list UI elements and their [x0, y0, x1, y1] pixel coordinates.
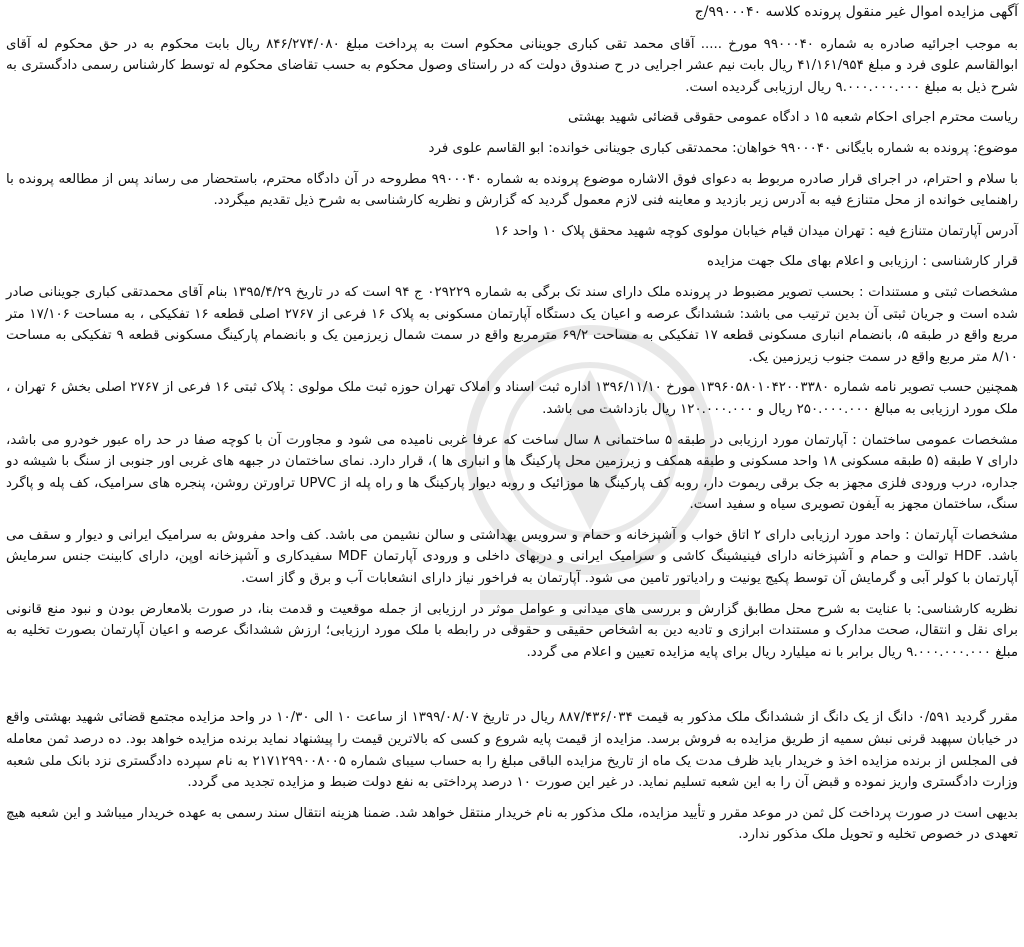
paragraph-building-specs: مشخصات عمومی ساختمان : آپارتمان مورد ارزیابی در طبقه ۵ ساختمانی ۸ سال ساخت که عرفا غربی نامیده می شود و مجاورت آن با کوچه صفا در حد راه عبور خودرو می باشد، دارای ۷ طبقه (۵ طبقه مسکونی ۱۸ واحد مسکونی و طبقه همکف و زیرزمین محل پارکینگ ها و انباری ها )، قرار دارد. نمای ساختمان در جبهه های غربی اور جنوبی از سنگ با شیشه دو جداره، درب ورودی فلزی مجهز به جک برقی ریموت دار، روبه کف پارکینگ ها موزائیک و روبه دیوار پارکینگ ها و راه پله از UPVC تراورتن روشن، پنجره های سرامیک، کف پله و پاگرد سنگ، ساختمان مجهز به آیفون تصویری سیاه و سفید است. [6, 432, 1019, 513]
paragraph-registration-details: مشخصات ثبتی و مستندات : بحسب تصویر مضبوط در پرونده ملک دارای سند تک برگی به شماره ۰۲۹۲۲۹ ج ۹۴ است که در تاریخ ۱۳۹۵/۴/۲۹ بنام آقای محمدتقی کباری جوینانی صادر شده است و جریان ثبتی آن بدین ترتیب می باشد: ششدانگ عرصه و اعیان یک دستگاه آپارتمان مسکونی به پلاک ۱۶ فرعی از ۲۷۶۷ اصلی قطعه ۱۶ تفکیکی ، به مساحت ۱۷/۱۰۶ متر مربع واقع در طبقه ۵، بانضمام انباری مسکونی قطعه ۱۷ تفکیکی به مساحت ۶۹/۲ مترمربع واقع در سمت شمال زیرزمین یک و بانضمام پارکینگ مسکونی قطعه ۹ تفکیکی به مساحت ۸/۱۰ متر مربع واقع در سمت جنوب زیرزمین یک. [6, 284, 1018, 365]
paragraph-expert-order: قرار کارشناسی : ارزیابی و اعلام بهای ملک جهت مزایده [707, 254, 1018, 270]
paragraph-subject: موضوع: پرونده به شماره بایگانی ۹۹۰۰۰۴۰ خواهان: محمدتقی کباری جوینانی خوانده: ابو القاسم علوی فرد [428, 140, 1018, 156]
paragraph-address: آدرس آپارتمان متنازع فیه : تهران میدان قیام خیابان مولوی کوچه شهید محقق پلاک ۱۰ واحد ۱۶ [494, 223, 1018, 239]
paragraph-transfer-terms: بدیهی است در صورت پرداخت کل ثمن در موعد مقرر و تأیید مزایده، ملک مذکور به نام خریدار منتقل خواهد شد. ضمنا هزینه انتقال سند رسمی به عهده خریدار میباشد و این شعبه هیچ تعهدی در خصوص تخلیه و تحویل ملک مذکور ندارد. [6, 805, 1018, 843]
paragraph-apartment-specs: مشخصات آپارتمان : واحد مورد ارزیابی دارای ۲ اتاق خواب و آشپزخانه و حمام و سرویس بهداشتی و سالن نشیمن می باشد. کف واحد مفروش به سرامیک ایرانی و دیوار و سقف می باشد. HDF توالت و حمام و آشپزخانه دارای فینیشینگ کاشی و سرامیک ایرانی و دربهای داخلی و ورودی آپارتمان MDF سفیدکاری و آشپزخانه اوپن، دارای کابینت جنس سرمایش آپارتمان با کولر آبی و گرمایش آن توسط پکیج یونیت و رادیاتور تامین می شود. آپارتمان به فراخور نیاز دارای انشعابات آب و برق و گاز است. [6, 527, 1018, 587]
notice-title: آگهی مزایده اموال غیر منقول پرونده کلاسه ۹۹۰۰۰۴۰/ج [694, 4, 1018, 20]
paragraph-auction-terms: مقرر گردید ۰/۵۹۱ دانگ از یک دانگ از ششدانگ ملک مذکور به قیمت ۸۸۷/۴۳۶/۰۳۴ ریال در تاریخ ۱۳۹۹/۰۸/۰۷ از ساعت ۱۰ الی ۱۰/۳۰ در واحد مزایده مجتمع قضائی شهید بهشتی واقع در خیابان سپهبد قرنی نبش سمیه از طریق مزایده به فروش برسد. مزایده از قیمت پایه شروع و کسی که بالاترین قیمت را پیشنهاد نماید برنده مزایده خواهد بود. ده درصد ثمن معامله فی المجلس از برنده مزایده اخذ و خریدار باید ظرف مدت یک ماه از تاریخ مزایده الباقی مبلغ را به حساب سیبای شماره ۲۱۷۱۲۹۹۰۰۸۰۰۵ به نام سپرده دادگستری نزد بانک ملی شعبه وزارت دادگستری واریز نموده و قبض آن را به این شعبه تسلیم نماید. در غیر این صورت ۱۰ درصد پرداختی به نفع دولت ضبط و مزایده تجدید می گردد. [6, 710, 1018, 791]
paragraph-greeting: با سلام و احترام، در اجرای قرار صادره مربوط به دعوای فوق الاشاره موضوع پرونده به شماره ۹۹۰۰۰۴۰ مطروحه در آن دادگاه محترم، باستحضار می رساند پس از مطالعه پرونده با راهنمایی خوانده از محل متنازع فیه به آدرس زیر بازدید و معاینه فنی لازم معمول گردید که گزارش و نظریه کارشناسی به شرح ذیل تقدیم میگردد. [6, 171, 1018, 209]
paragraph-registry-letter: همچنین حسب تصویر نامه شماره ۱۳۹۶۰۵۸۰۱۰۴۲۰۰۳۳۸۰ مورخ ۱۳۹۶/۱۱/۱۰ اداره ثبت اسناد و املاک تهران حوزه ثبت ملک مولوی : پلاک ثبتی ۱۶ فرعی از ۲۷۶۷ اصلی بخش ۶ تهران ، ملک مورد ارزیابی به مبالغ ۲۵۰.۰۰۰.۰۰۰ ریال و ۱۲۰.۰۰۰.۰۰۰ ریال بازداشت می باشد. [6, 380, 1019, 417]
paragraph-expert-opinion: نظریه کارشناسی: با عنایت به شرح محل مطابق گزارش و بررسی های میدانی و عوامل موثر در ارزیابی از جمله موقعیت و قدمت بنا، در صورت بلامعارض بودن و نبود منع قانونی برای نقل و انتقال، صحت مدارک و مستندات ابرازی و تادیه دین به اشخاص حقیقی و حقوقی در رابطه با ملک مورد ارزیابی؛ ارزش ششدانگ عرصه و اعیان آپارتمان بصورت تخلیه به مبلغ ۹.۰۰۰.۰۰۰.۰۰۰ ریال برابر با نه میلیارد ریال برای پایه مزایده تعیین و اعلام می گردد. [6, 601, 1018, 660]
paragraph-execution-order: به موجب اجرائیه صادره به شماره ۹۹۰۰۰۴۰ مورخ ..... آقای محمد تقی کباری جوینانی محکوم است به پرداخت مبلغ ۸۴۶/۲۷۴/۰۸۰ ریال بابت محکوم به در حق محکوم له آقای ابوالقاسم علوی فرد و مبلغ ۴۱/۱۶۱/۹۵۴ ریال بابت نیم عشر اجرایی در ح صندوق دولت که در راستای وصول محکوم به حسب تقاضای محکوم له توسط کارشناس رسمی دادگستری به شرح ذیل به مبلغ ۹.۰۰۰.۰۰۰.۰۰۰ ریال ارزیابی گردیده است. [6, 36, 1019, 95]
paragraph-addressee: ریاست محترم اجرای احکام شعبه ۱۵ د ادگاه عمومی حقوقی قضائی شهید بهشتی [567, 110, 1018, 126]
auction-notice-document [6, 2, 1018, 855]
